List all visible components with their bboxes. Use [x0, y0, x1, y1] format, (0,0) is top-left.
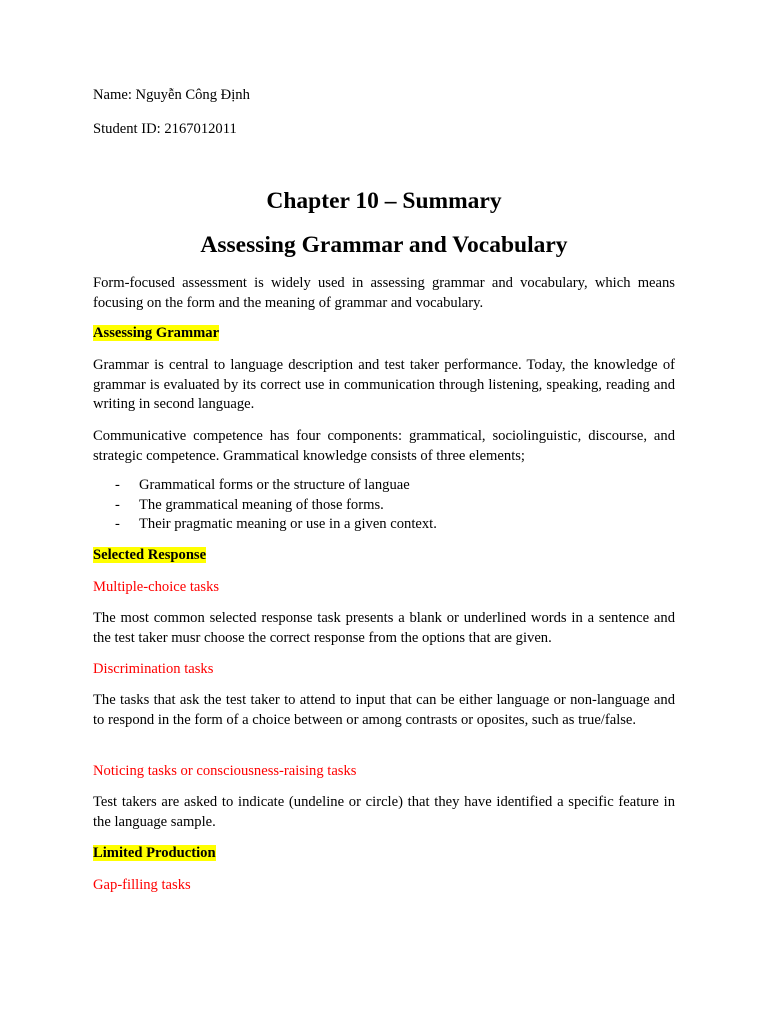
highlighted-heading-text: Assessing Grammar: [93, 325, 220, 341]
noticing-paragraph: Test takers are asked to indicate (undeline or circle) that they have identified a specific feature in the language sample.: [93, 794, 675, 830]
grammar-elements-list: [93, 476, 437, 535]
list-item-text: Their pragmatic meaning or use in a given context.: [139, 516, 437, 533]
highlighted-heading-text: Limited Production: [93, 845, 216, 861]
intro-paragraph: Form-focused assessment is widely used in assessing grammar and vocabulary, which means focusing on the form and the meaning of grammar and vocabulary.: [93, 275, 675, 311]
discrimination-paragraph: The tasks that ask the test taker to attend to input that can be either language or non-language and to respond in the form of a choice between or among contrasts or oposites, such as true/false.: [93, 692, 675, 728]
bullet-dash: -: [115, 477, 120, 493]
chapter-title: Chapter 10 – Summary: [266, 188, 502, 214]
section-heading-assessing-grammar: [93, 324, 219, 344]
subheading-noticing: Noticing tasks or consciousness-raising tasks: [93, 763, 357, 779]
section-heading-selected-response: [93, 546, 206, 566]
student-name: Name: Nguyễn Công Định: [93, 87, 250, 103]
grammar-paragraph-2: Communicative competence has four components: grammatical, sociolinguistic, discourse, and strategic competence. Grammatical knowledge consists of three elements;: [93, 428, 675, 464]
document-subtitle: Assessing Grammar and Vocabulary: [200, 232, 568, 258]
subheading-multiple-choice: Multiple-choice tasks: [93, 579, 220, 595]
list-item-text: The grammatical meaning of those forms.: [139, 496, 384, 513]
student-id: Student ID: 2167012011: [93, 121, 237, 137]
bullet-dash: -: [115, 496, 120, 513]
multiple-choice-paragraph: The most common selected response task presents a blank or underlined words in a sentence and the test taker musr choose the correct response from the options that are given.: [93, 610, 675, 646]
list-item-text: Grammatical forms or the structure of languae: [139, 477, 410, 493]
subheading-gap-filling: Gap-filling tasks: [93, 877, 191, 893]
grammar-paragraph-1: Grammar is central to language description and test taker performance. Today, the knowledge of grammar is evaluated by its correct use in communication through listening, speaking, reading and writing in second language.: [93, 357, 675, 413]
subheading-discrimination: Discrimination tasks: [93, 661, 214, 677]
list-item: [93, 496, 437, 516]
bullet-dash: -: [115, 516, 120, 533]
highlighted-heading-text: Selected Response: [93, 547, 207, 563]
section-heading-limited-production: [93, 844, 216, 864]
list-item: [93, 515, 437, 535]
list-item: [93, 476, 437, 496]
